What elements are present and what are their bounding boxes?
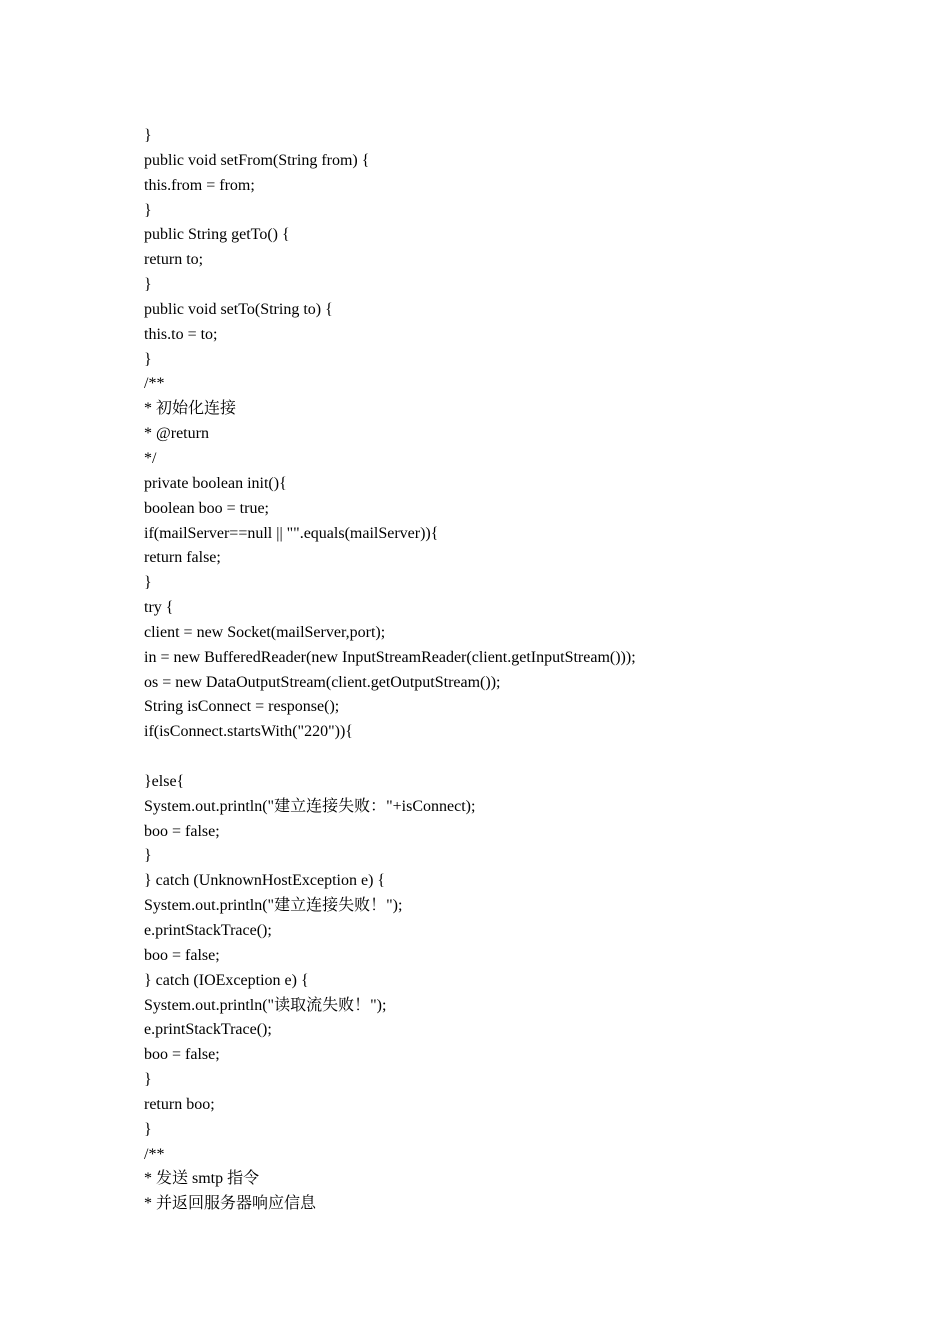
code-line: return false; [144,549,221,567]
code-line: os = new DataOutputStream(client.getOutputStream()); [144,673,501,691]
code-line: boo = false; [144,946,220,964]
code-line: boo = false; [144,1046,220,1064]
code-line: return to; [144,251,204,269]
code-line: this.to = to; [144,325,218,343]
code-line: */ [144,449,157,467]
code-line: e.printStackTrace(); [144,922,272,939]
code-line: public void setFrom(String from) { [144,151,370,169]
code-line: public void setTo(String to) { [144,300,333,318]
code-line: if(isConnect.startsWith("220")){ [144,723,353,741]
code-line: } [144,574,152,592]
code-line: System.out.println("建立连接失败："+isConnect); [144,797,476,815]
code-line: System.out.println("建立连接失败！"); [144,897,403,915]
code-line: } [144,1120,152,1138]
code-line: boolean boo = true; [144,499,269,517]
code-line: boo = false; [144,822,220,840]
code-line: } [144,350,152,368]
blank-line [144,745,636,770]
code-line: } [144,201,152,219]
code-line: } [144,1071,152,1089]
code-line: } [144,127,152,144]
code-line: } [144,847,152,865]
code-line: }else{ [144,772,185,790]
code-line: System.out.println("读取流失败！"); [144,996,387,1014]
code-line: * 并返回服务器响应信息 [144,1195,317,1213]
code-line: e.printStackTrace(); [144,1021,272,1039]
code-line: public String getTo() { [144,226,290,244]
code-line: } catch (IOException e) { [144,971,309,989]
code-line: } [144,276,152,294]
code-line: try { [144,599,174,617]
code-line: in = new BufferedReader(new InputStreamReader(client.getInputStream())); [144,648,636,666]
code-line: this.from = from; [144,176,255,194]
code-line: String isConnect = response(); [144,698,340,716]
code-line: * @return [144,425,209,443]
code-line: return boo; [144,1095,215,1113]
code-line: if(mailServer==null || "".equals(mailServer)){ [144,524,439,542]
code-line: client = new Socket(mailServer,port); [144,623,386,641]
code-line: } catch (UnknownHostException e) { [144,872,386,890]
code-line: * 初始化连接 [144,400,237,418]
code-line: /** [144,1145,165,1163]
code-line: * 发送 smtp 指令 [144,1170,260,1188]
code-listing [144,124,636,1217]
code-line: private boolean init(){ [144,474,287,492]
code-line: /** [144,375,165,393]
